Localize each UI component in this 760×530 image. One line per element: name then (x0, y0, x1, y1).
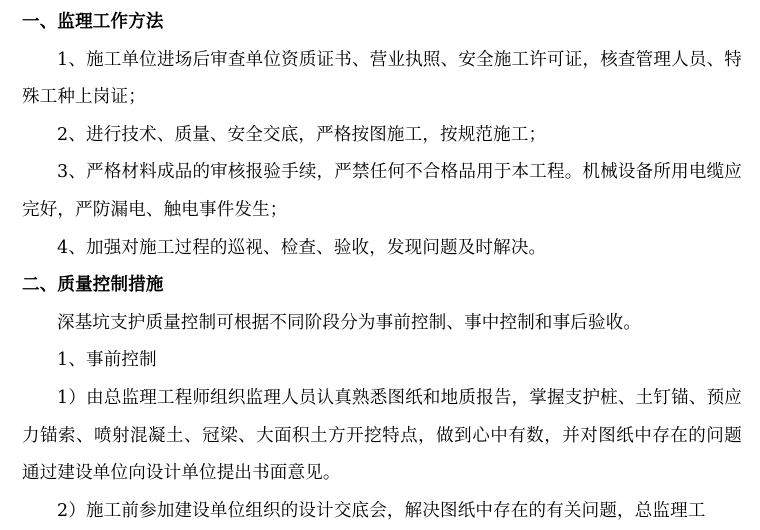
section-heading-two: 二、质量控制措施 (22, 275, 164, 296)
paragraph-quality-sub-2: 2）施工前参加建设单位组织的设计交底会，解决图纸中存在的有关问题，总监理工 (57, 500, 706, 521)
paragraph-method-item-3: 3、严格材料成品的审核报验手续，严禁任何不合格品用于本工程。机械设备所用电缆应完好，严防漏电、触电事件发生； (22, 162, 742, 220)
paragraph-method-item-4: 4、加强对施工过程的巡视、检查、验收，发现问题及时解决。 (57, 237, 547, 258)
paragraph-quality-item-1: 1、事前控制 (57, 350, 157, 371)
section-heading-one: 一、监理工作方法 (22, 12, 164, 32)
paragraph-quality-intro: 深基坑支护质量控制可根据不同阶段分为事前控制、事中控制和事后验收。 (57, 312, 642, 333)
paragraph-method-item-2: 2、进行技术、质量、安全交底，严格按图施工，按规范施工； (57, 124, 547, 145)
paragraph-quality-sub-1: 1）由总监理工程师组织监理人员认真熟悉图纸和地质报告，掌握支护桩、土钉锚、预应力锚索、喷射混凝土、冠梁、大面积土方开挖特点，做到心中有数，并对图纸中存在的问题通过建设单位向设计单位提出书面意见。 (22, 387, 742, 484)
paragraph-method-item-1: 1、施工单位进场后审查单位资质证书、营业执照、安全施工许可证，核查管理人员、特殊工种上岗证； (22, 49, 742, 108)
document-body (22, 4, 742, 530)
